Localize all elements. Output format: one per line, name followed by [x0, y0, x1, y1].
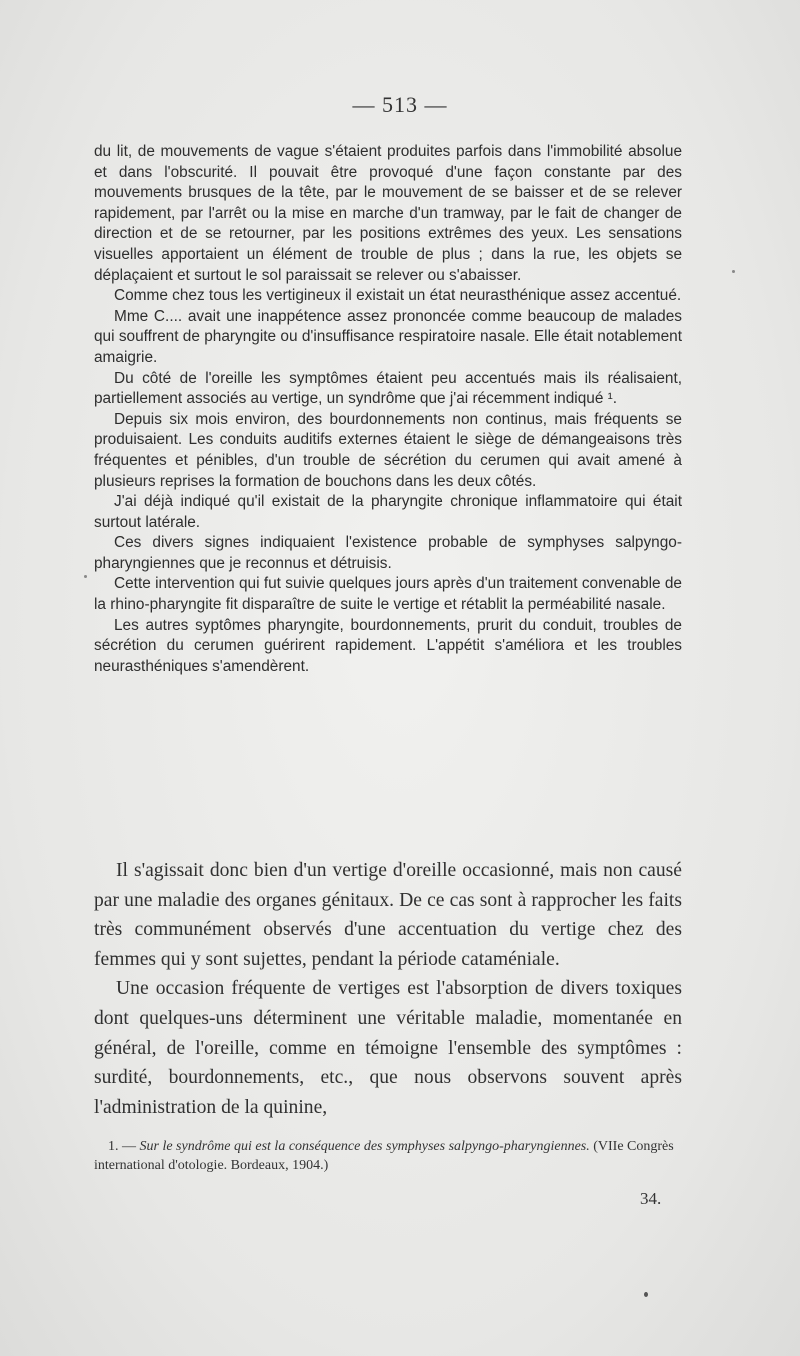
paragraph: Les autres syptômes pharyngite, bourdonnements, prurit du conduit, troubles de sécrétion du cerumen guérirent rapidement. L'appétit s'améliora et les troubles neurasthéniques s'amendèrent.: [94, 616, 682, 675]
speck: [732, 270, 735, 273]
paragraph: Il s'agissait donc bien d'un vertige d'oreille occasionné, mais non causé par une maladie des organes génitaux. De ce cas sont à rapprocher les faits très communément observés d'une accentuation du vertige chez des femmes qui y sont sujettes, pendant la période cataméniale.: [94, 860, 682, 970]
paragraph: Mme C.... avait une inappétence assez prononcée comme beaucoup de malades qui souffrent de pharyngite ou d'insuffisance respiratoire nasale. Elle était notablement amaigrie.: [94, 307, 682, 366]
paragraph: Comme chez tous les vertigineux il existait un état neurasthénique assez accentué.: [114, 287, 682, 305]
paragraph: du lit, de mouvements de vague s'étaient produites parfois dans l'immobilité absolue et dans l'obscurité. Il pouvait être provoqué d'une façon constante par des mouvements brusques de la tête, par le mouvement de se baisser et de se relever rapidement, par l'arrêt ou la mise en marche d'un tramway, par le fait de changer de direction et de se retourner, par les positions extrêmes des yeux. Les sensations visuelles apportaient un élément de trouble de plus ; dans la rue, les objets se déplaçaient et surtout le sol paraissait se relever ou s'abaisser.: [94, 143, 682, 284]
ink-dot: [644, 1292, 648, 1297]
paragraph: Du côté de l'oreille les symptômes étaient peu accentués mais ils réalisaient, partiellement associés au vertige, un syndrôme que j'ai récemment indiqué ¹.: [94, 369, 682, 408]
footnote: [94, 1137, 682, 1175]
speck: [84, 575, 87, 578]
footnote-marker: 1. —: [108, 1139, 136, 1154]
body-text-small: [94, 142, 682, 677]
footnote-text: [94, 1137, 682, 1175]
paragraph: Une occasion fréquente de vertiges est l'absorption de divers toxiques dont quelques-uns déterminent une véritable maladie, momentanée en général, de l'oreille, comme en témoigne l'ensemble des symptômes : surdité, bourdonnements, etc., que nous observons souvent après l'administration de la quinine,: [94, 978, 682, 1118]
body-text-large: [94, 856, 682, 1122]
paragraph: J'ai déjà indiqué qu'il existait de la pharyngite chronique inflammatoire qui était surtout latérale.: [94, 493, 682, 531]
paragraph: Depuis six mois environ, des bourdonnements non continus, mais fréquents se produisaient. Les conduits auditifs externes étaient le siège de démangeaisons très fréquentes et pénibles, d'un trouble de sécrétion du cerumen qui avait amené à plusieurs reprises la formation de bouchons dans les deux côtés.: [94, 410, 682, 490]
paragraph: Ces divers signes indiquaient l'existence probable de symphyses salpyngo-pharyngiennes que je reconnus et détruisis.: [94, 534, 682, 572]
footnote-reference: (VIIe Congrès international d'otologie. Bordeaux, 1904.): [94, 1139, 674, 1173]
signature-mark: 34.: [640, 1189, 662, 1208]
page-number: — 513 —: [352, 92, 448, 117]
paragraph: Cette intervention qui fut suivie quelques jours après d'un traitement convenable de la rhino-pharyngite fit disparaître de suite le vertige et rétablit la perméabilité nasale.: [94, 575, 682, 614]
footnote-title: Sur le syndrôme qui est la conséquence des symphyses salpyngo-pharyngiennes.: [139, 1139, 590, 1154]
